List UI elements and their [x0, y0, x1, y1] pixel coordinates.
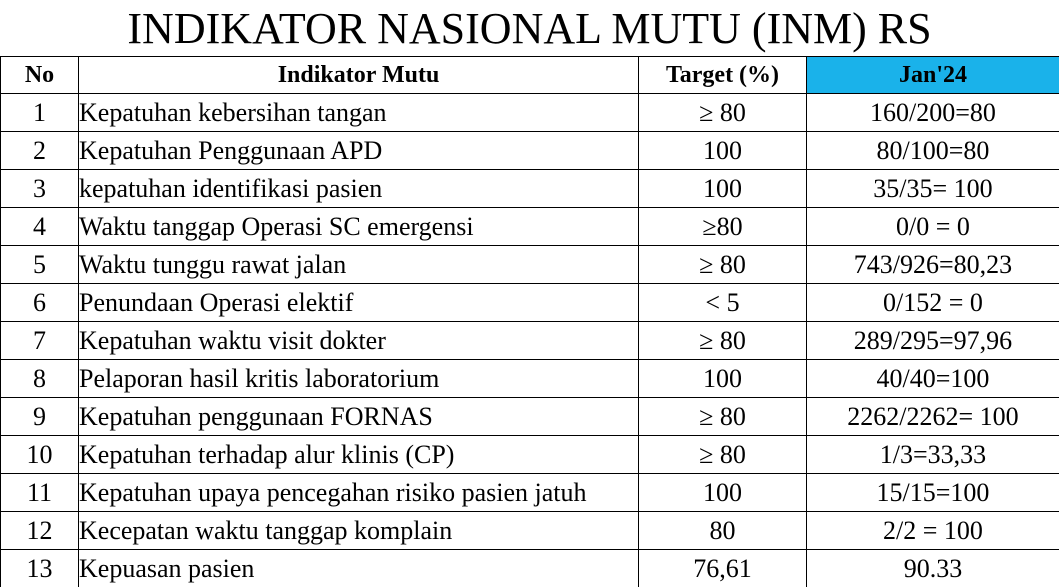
row-value: 35/35= 100	[807, 170, 1059, 208]
row-number: 5	[1, 246, 79, 284]
row-target: 76,61	[639, 550, 807, 587]
row-value: 160/200=80	[807, 94, 1059, 132]
row-indicator: Penundaan Operasi elektif	[79, 284, 639, 322]
row-indicator: Kepuasan pasien	[79, 550, 639, 587]
row-indicator: Kepatuhan terhadap alur klinis (CP)	[79, 436, 639, 474]
row-indicator: Kepatuhan waktu visit dokter	[79, 322, 639, 360]
row-target: 100	[639, 360, 807, 398]
row-target: 100	[639, 474, 807, 512]
header-target: Target (%)	[639, 57, 807, 94]
row-value: 0/152 = 0	[807, 284, 1059, 322]
row-value: 1/3=33,33	[807, 436, 1059, 474]
row-indicator: Kepatuhan penggunaan FORNAS	[79, 398, 639, 436]
row-number: 3	[1, 170, 79, 208]
row-indicator: Kepatuhan upaya pencegahan risiko pasien jatuh	[79, 474, 639, 512]
table-row	[1, 550, 1059, 587]
row-number: 4	[1, 208, 79, 246]
table-row	[1, 436, 1059, 474]
row-number: 12	[1, 512, 79, 550]
row-value: 743/926=80,23	[807, 246, 1059, 284]
table-header-row	[1, 57, 1059, 94]
row-number: 10	[1, 436, 79, 474]
row-indicator: Pelaporan hasil kritis laboratorium	[79, 360, 639, 398]
row-number: 6	[1, 284, 79, 322]
row-number: 2	[1, 132, 79, 170]
row-number: 8	[1, 360, 79, 398]
row-indicator: kepatuhan identifikasi pasien	[79, 170, 639, 208]
table-row	[1, 170, 1059, 208]
table-row	[1, 94, 1059, 132]
row-value: 40/40=100	[807, 360, 1059, 398]
row-number: 7	[1, 322, 79, 360]
row-target: 100	[639, 170, 807, 208]
row-value: 0/0 = 0	[807, 208, 1059, 246]
header-indicator: Indikator Mutu	[79, 57, 639, 94]
row-number: 11	[1, 474, 79, 512]
row-indicator: Waktu tunggu rawat jalan	[79, 246, 639, 284]
header-month: Jan'24	[807, 57, 1059, 94]
row-target: 80	[639, 512, 807, 550]
row-value: 289/295=97,96	[807, 322, 1059, 360]
table-row	[1, 132, 1059, 170]
row-value: 15/15=100	[807, 474, 1059, 512]
table-row	[1, 284, 1059, 322]
row-indicator: Waktu tanggap Operasi SC emergensi	[79, 208, 639, 246]
table-row	[1, 474, 1059, 512]
row-target: ≥ 80	[639, 322, 807, 360]
row-target: ≥ 80	[639, 246, 807, 284]
table-row	[1, 398, 1059, 436]
table-row	[1, 208, 1059, 246]
row-target: ≥80	[639, 208, 807, 246]
row-target: ≥ 80	[639, 398, 807, 436]
row-number: 1	[1, 94, 79, 132]
table-row	[1, 322, 1059, 360]
row-target: < 5	[639, 284, 807, 322]
row-value: 90.33	[807, 550, 1059, 587]
header-no: No	[1, 57, 79, 94]
row-indicator: Kecepatan waktu tanggap komplain	[79, 512, 639, 550]
row-value: 80/100=80	[807, 132, 1059, 170]
row-indicator: Kepatuhan kebersihan tangan	[79, 94, 639, 132]
row-value: 2262/2262= 100	[807, 398, 1059, 436]
row-indicator: Kepatuhan Penggunaan APD	[79, 132, 639, 170]
page-title: INDIKATOR NASIONAL MUTU (INM) RS	[127, 4, 932, 53]
row-value: 2/2 = 100	[807, 512, 1059, 550]
row-target: ≥ 80	[639, 436, 807, 474]
row-number: 9	[1, 398, 79, 436]
row-number: 13	[1, 550, 79, 587]
row-target: 100	[639, 132, 807, 170]
inm-table	[0, 56, 1059, 587]
table-row	[1, 246, 1059, 284]
row-target: ≥ 80	[639, 94, 807, 132]
table-row	[1, 360, 1059, 398]
table-row	[1, 512, 1059, 550]
